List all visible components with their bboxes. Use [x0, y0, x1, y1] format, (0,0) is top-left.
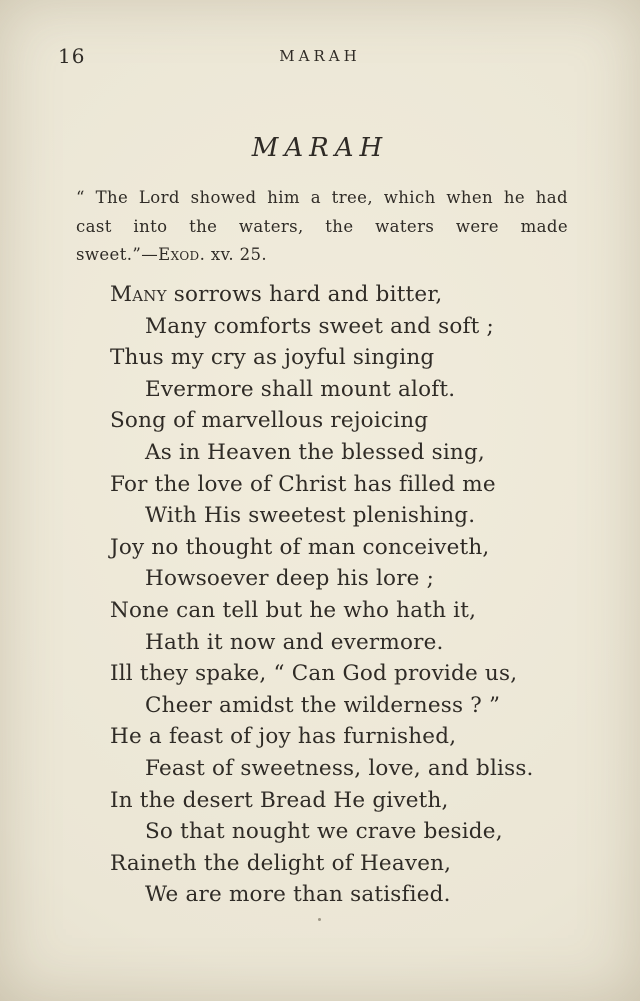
line-text: So that nought we crave beside,: [145, 819, 503, 845]
poem-line: [110, 848, 590, 880]
poem-line: [110, 311, 590, 343]
poem-line: [110, 785, 590, 817]
poem-line: [110, 405, 590, 437]
line-text: He a feast of joy has furnished,: [110, 724, 457, 750]
poem-line: [110, 563, 590, 595]
epigraph: [76, 184, 568, 270]
small-caps-text: Many: [110, 282, 167, 307]
epigraph-line: [76, 213, 568, 242]
line-text: cast into the waters, the waters were made: [76, 216, 568, 236]
line-text: Hath it now and evermore.: [145, 629, 444, 655]
line-text: Joy no thought of man conceiveth,: [110, 534, 490, 560]
small-caps-text: Exod: [158, 245, 200, 264]
line-text: Thus my cry as joyful singing: [110, 345, 435, 371]
poem-line: [110, 342, 590, 374]
poem-line: [110, 500, 590, 532]
line-text: Raineth the delight of Heaven,: [110, 850, 452, 876]
poem-line: [110, 879, 590, 911]
epigraph-line: [76, 184, 568, 213]
page-header: [0, 42, 640, 72]
poem-title: MARAH: [251, 133, 389, 163]
poem-line: [110, 753, 590, 785]
line-text: As in Heaven the blessed sing,: [145, 439, 485, 465]
line-text: Song of marvellous rejoicing: [110, 408, 429, 434]
poem-line: [110, 374, 590, 406]
line-text: Howsoever deep his lore ;: [145, 566, 435, 592]
poem-line: [110, 721, 590, 753]
poem-body: [110, 279, 590, 911]
line-text: Ill they spake, “ Can God provide us,: [110, 661, 518, 687]
line-text: . xv. 25.: [199, 245, 268, 264]
line-text: We are more than satisfied.: [145, 882, 451, 908]
poem-line: [110, 658, 590, 690]
poem-line: [110, 690, 590, 722]
line-text: For the love of Christ has filled me: [110, 471, 496, 497]
line-text: In the desert Bread He giveth,: [110, 787, 449, 813]
line-text: sorrows hard and bitter,: [166, 282, 443, 307]
poem-line: [110, 469, 590, 501]
line-text: None can tell but he who hath it,: [110, 597, 477, 623]
epigraph-line: [76, 241, 568, 270]
poem-line: [110, 816, 590, 848]
line-text: “ The Lord showed him a tree, which when he had: [76, 188, 568, 207]
poem-line: [110, 437, 590, 469]
line-text: With His sweetest plenishing.: [145, 503, 476, 529]
line-text: sweet.”—: [76, 245, 159, 264]
line-text: Evermore shall mount aloft.: [145, 376, 456, 402]
line-text: Cheer amidst the wilderness ? ”: [145, 692, 501, 718]
page-number: 16: [58, 44, 86, 68]
line-text: Feast of sweetness, love, and bliss.: [145, 755, 534, 781]
poem-line: [110, 627, 590, 659]
poem-line: [110, 532, 590, 564]
poem-line: [110, 279, 590, 311]
line-text: Many comforts sweet and soft ;: [145, 313, 494, 339]
scan-speck: [318, 918, 321, 921]
running-header: MARAH: [279, 47, 361, 65]
poem-line: [110, 595, 590, 627]
